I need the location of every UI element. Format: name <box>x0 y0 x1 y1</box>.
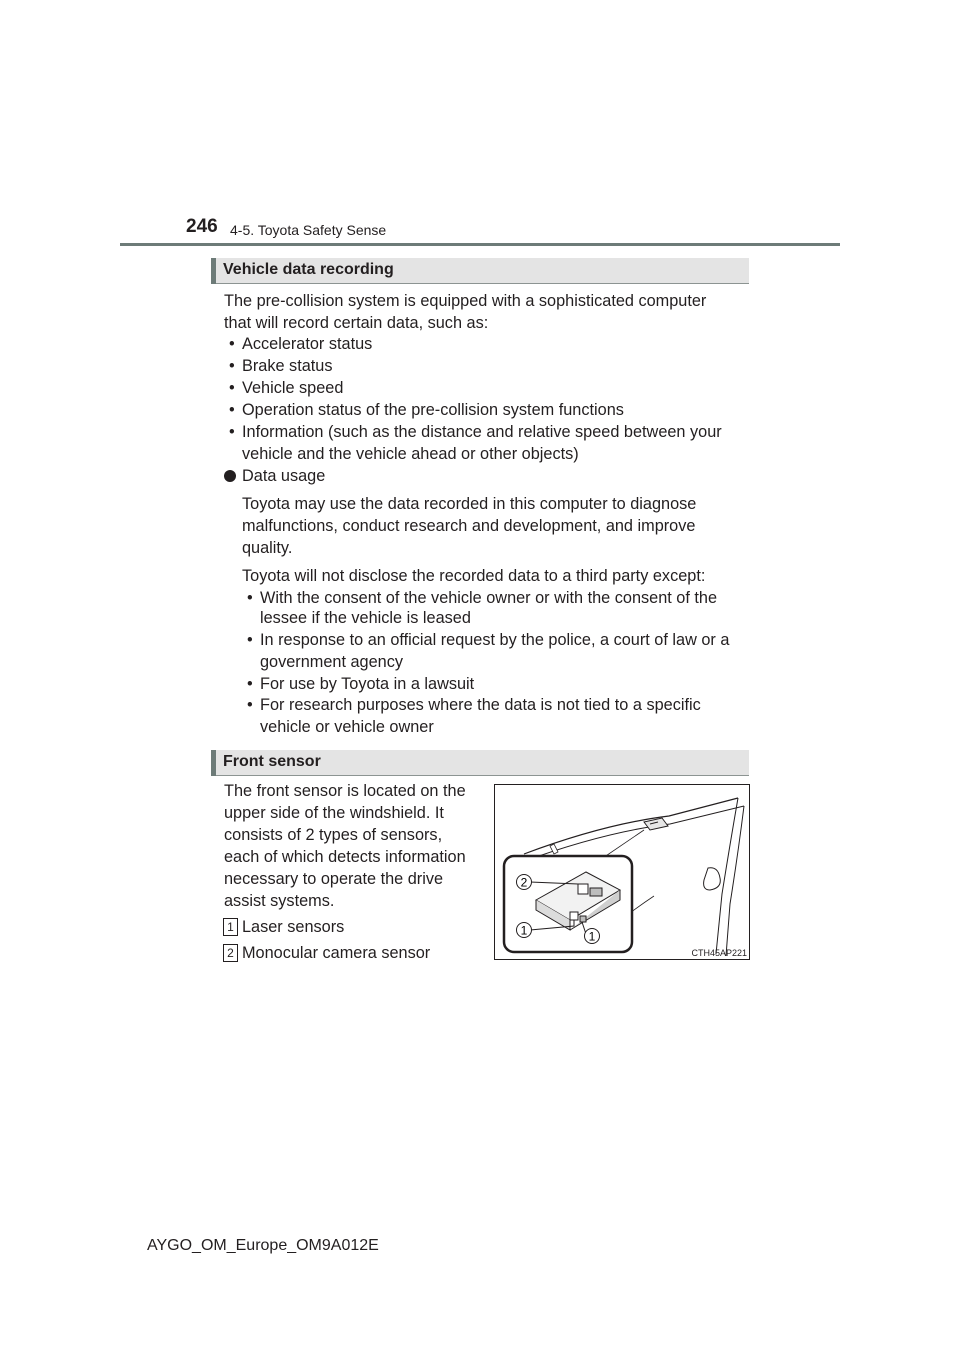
header-divider <box>120 243 840 246</box>
intro-line-2: that will record certain data, such as: <box>224 314 489 332</box>
page-number: 246 <box>186 216 218 237</box>
list-item: • With the consent of the vehicle owner or with the consent of the <box>247 589 718 607</box>
figure-code: CTH45AP221 <box>691 948 747 958</box>
list-item: • For use by Toyota in a lawsuit <box>247 675 475 693</box>
section-heading-front-sensor <box>211 750 749 776</box>
list-item: • Brake status <box>229 357 333 375</box>
list-item-continuation: vehicle or vehicle owner <box>260 718 434 736</box>
front-sensor-text-line: each of which detects information <box>224 848 466 866</box>
heading-label: Front sensor <box>223 753 321 770</box>
list-item: • Operation status of the pre-collision system functions <box>229 401 624 419</box>
front-sensor-text-line: upper side of the windshield. It <box>224 804 444 822</box>
data-usage-para-line: Toyota may use the data recorded in this computer to diagnose <box>242 495 697 513</box>
list-item: • In response to an official request by the police, a court of law or a <box>247 631 730 649</box>
list-item: • For research purposes where the data is not tied to a specific <box>247 696 701 714</box>
callout-number: 1 <box>520 923 528 938</box>
front-sensor-text-line: consists of 2 types of sensors, <box>224 826 443 844</box>
data-usage-para-line: malfunctions, conduct research and development, and improve <box>242 517 696 535</box>
section-heading-vehicle-data-recording <box>211 258 749 284</box>
data-usage-title: Data usage <box>224 465 325 487</box>
disclosure-para: Toyota will not disclose the recorded data to a third party except: <box>242 567 706 585</box>
callout-number: 2 <box>520 875 528 890</box>
list-item: • Accelerator status <box>229 335 373 353</box>
sensor-label: Monocular camera sensor <box>242 944 431 962</box>
circle-bullet-icon <box>224 470 236 482</box>
list-item-continuation: government agency <box>260 653 404 671</box>
section-title: 4-5. Toyota Safety Sense <box>230 222 387 238</box>
heading-accent-bar <box>211 750 216 776</box>
list-item-continuation: lessee if the vehicle is leased <box>260 609 471 627</box>
manual-id-footer: AYGO_OM_Europe_OM9A012E <box>147 1237 379 1254</box>
number-badge: 2 <box>223 944 238 962</box>
heading-label: Vehicle data recording <box>223 261 394 278</box>
list-item-continuation: vehicle and the vehicle ahead or other objects) <box>242 445 579 463</box>
sensor-label: Laser sensors <box>242 918 345 936</box>
heading-accent-bar <box>211 258 216 284</box>
windshield-sensor-drawing <box>494 784 750 960</box>
front-sensor-text-line: necessary to operate the drive <box>224 870 444 888</box>
intro-line-1: The pre-collision system is equipped with a sophisticated computer <box>224 292 707 310</box>
front-sensor-text-line: assist systems. <box>224 892 335 910</box>
data-usage-para-line: quality. <box>242 539 293 557</box>
number-badge: 1 <box>223 918 238 936</box>
callout-number: 1 <box>588 929 596 944</box>
front-sensor-illustration <box>494 784 750 960</box>
list-item: • Vehicle speed <box>229 379 344 397</box>
list-item: • Information (such as the distance and relative speed between your <box>229 423 722 441</box>
front-sensor-text-line: The front sensor is located on the <box>224 782 466 800</box>
